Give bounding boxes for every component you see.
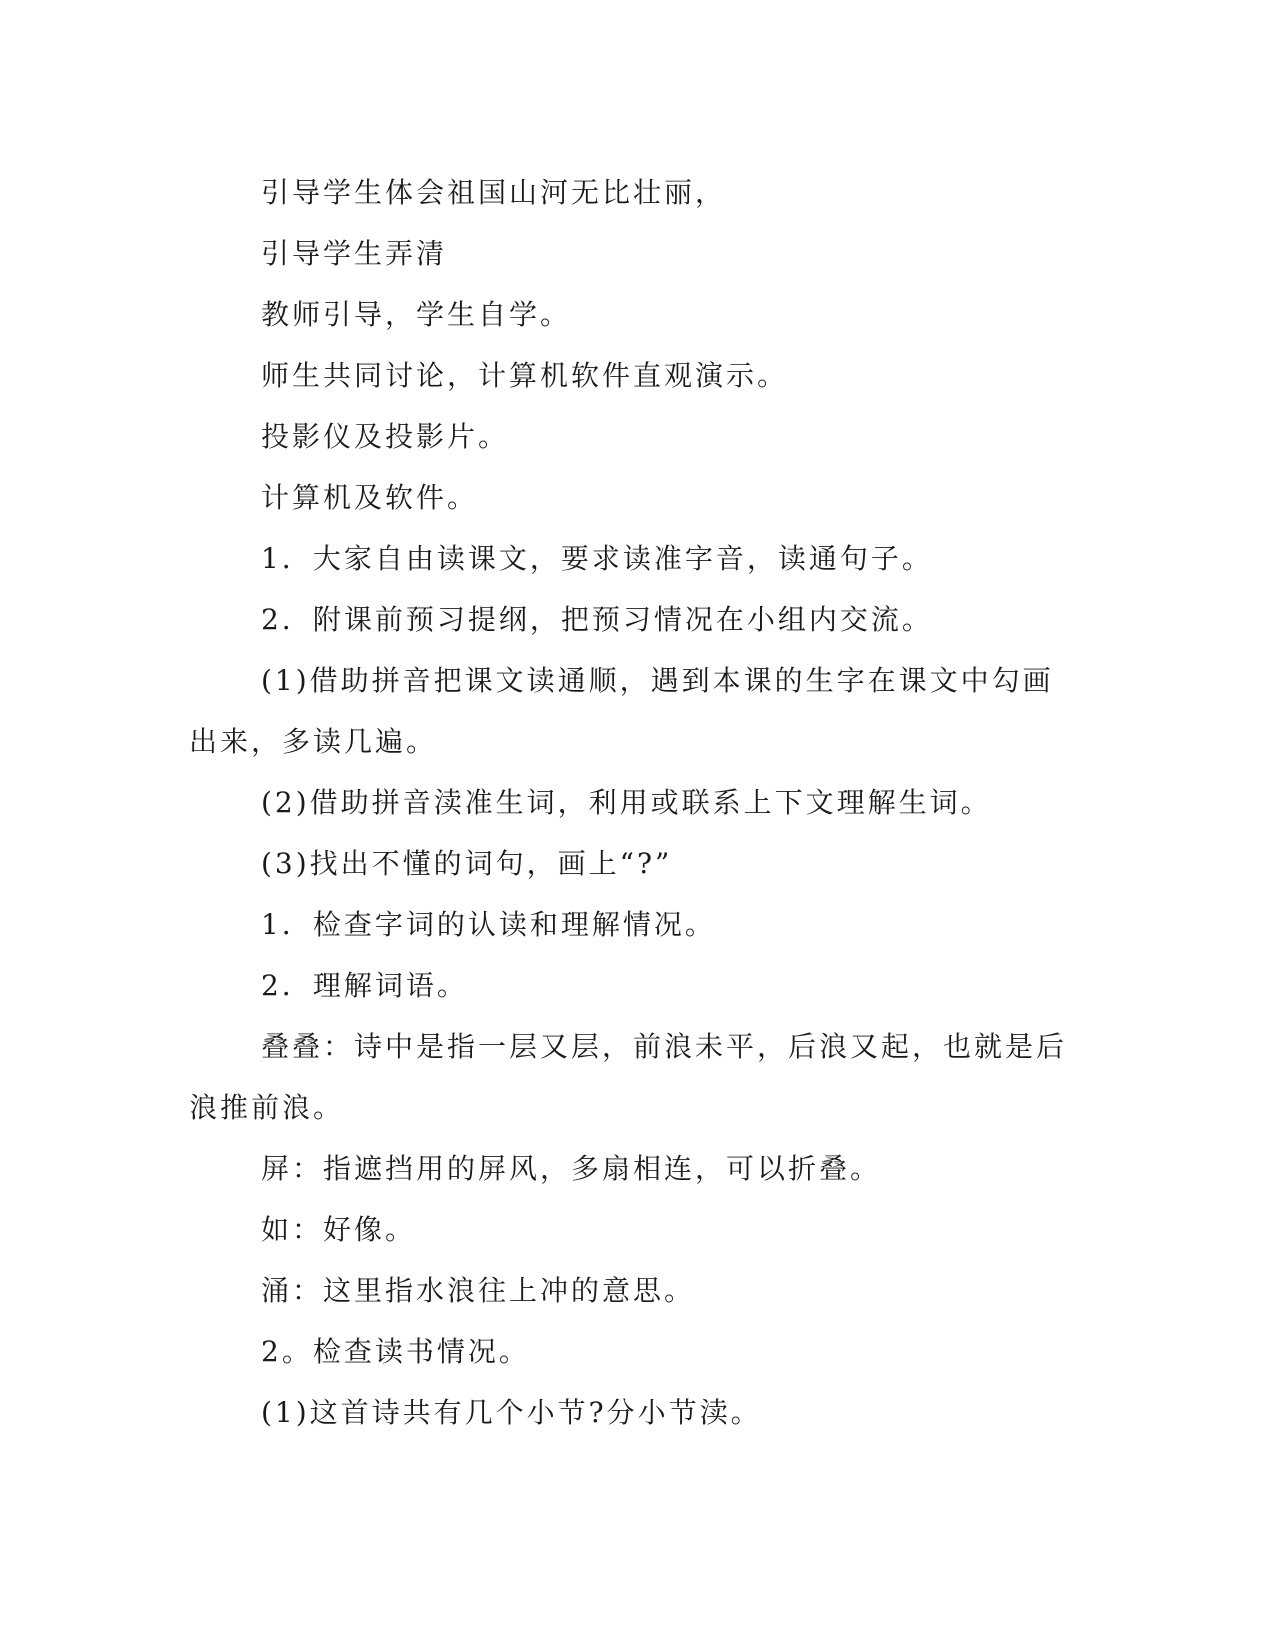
paragraph: 1．检查字词的认读和理解情况。: [261, 908, 716, 941]
paragraph: 1．大家自由读课文，要求读准字音，读通句子。: [261, 542, 933, 575]
paragraph: (3)找出不懂的词句，画上“?”: [261, 847, 673, 880]
paragraph: 师生共同讨论，计算机软件直观演示。: [261, 359, 789, 392]
paragraph: 2．理解词语。: [261, 969, 468, 1002]
paragraph: 投影仪及投影片。: [261, 420, 510, 453]
document-body: [189, 162, 1081, 1443]
paragraph: 涌：这里指水浪往上冲的意思。: [261, 1274, 696, 1307]
paragraph: (2)借助拼音渎准生词，利用或联系上下文理解生词。: [261, 786, 992, 819]
paragraph: 引导学生弄清: [261, 237, 448, 270]
paragraph: 如：好像。: [261, 1213, 417, 1246]
paragraph: (1)这首诗共有几个小节?分小节渎。: [261, 1396, 762, 1429]
paragraph: 叠叠：诗中是指一层又层，前浪未平，后浪又起，也就是后浪推前浪。: [189, 1030, 1068, 1124]
paragraph: 计算机及软件。: [261, 481, 479, 514]
paragraph: (1)借助拼音把课文读通顺，遇到本课的生字在课文中勾画出来，多读几遍。: [189, 664, 1054, 758]
paragraph: 教师引导，学生自学。: [261, 298, 572, 331]
paragraph: 屏：指遮挡用的屏风，多扇相连，可以折叠。: [261, 1152, 882, 1185]
paragraph: 2．附课前预习提纲，把预习情况在小组内交流。: [261, 603, 933, 636]
paragraph: 引导学生体会祖国山河无比壮丽，: [261, 176, 727, 209]
paragraph: 2。检查读书情况。: [261, 1335, 530, 1368]
